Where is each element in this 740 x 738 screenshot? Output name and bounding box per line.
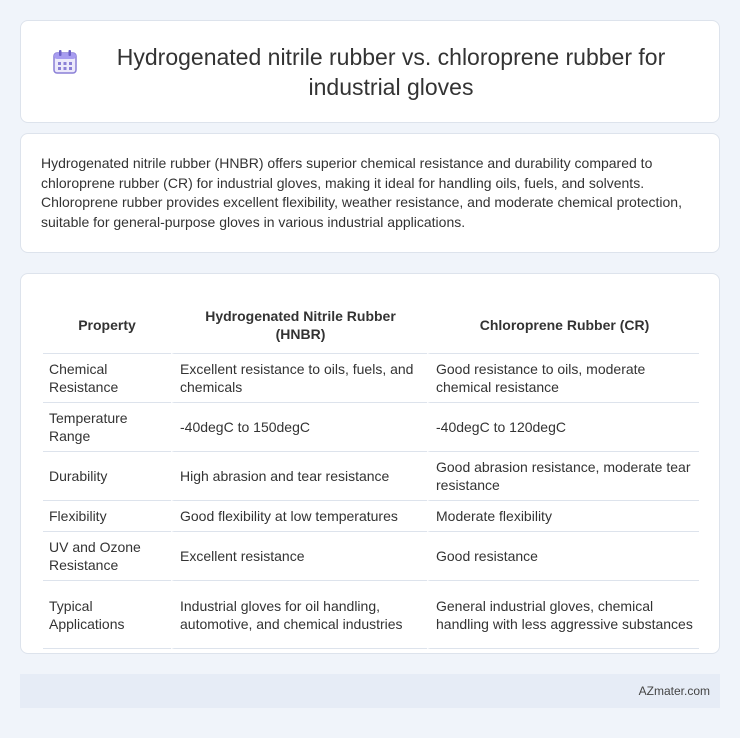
- cell-hnbr: Good flexibility at low temperatures: [171, 501, 427, 532]
- cell-property: Durability: [43, 452, 171, 501]
- title-card: [20, 20, 720, 123]
- table-header-row: [43, 294, 699, 354]
- table-row: [43, 501, 699, 532]
- footer: [20, 674, 720, 708]
- table-row: [43, 354, 699, 403]
- cell-cr: Good resistance to oils, moderate chemical resistance: [427, 354, 699, 403]
- cell-hnbr: -40degC to 150degC: [171, 403, 427, 452]
- comparison-table-card: [20, 273, 720, 654]
- cell-hnbr: Excellent resistance to oils, fuels, and chemicals: [171, 354, 427, 403]
- cell-cr: Good resistance: [427, 532, 699, 581]
- title-wrap: [51, 42, 689, 102]
- cell-hnbr: Industrial gloves for oil handling, automotive, and chemical industries: [171, 581, 427, 649]
- cell-property: UV and Ozone Resistance: [43, 532, 171, 581]
- cell-property: Chemical Resistance: [43, 354, 171, 403]
- cell-cr: Good abrasion resistance, moderate tear resistance: [427, 452, 699, 501]
- comparison-table: [43, 294, 699, 649]
- summary-card: [20, 133, 720, 253]
- table-row: [43, 532, 699, 581]
- table-row: [43, 452, 699, 501]
- header-property: Property: [43, 294, 171, 354]
- header-hnbr: Hydrogenated Nitrile Rubber (HNBR): [171, 294, 427, 354]
- cell-property: Temperature Range: [43, 403, 171, 452]
- cell-property: Typical Applications: [43, 581, 171, 649]
- cell-cr: -40degC to 120degC: [427, 403, 699, 452]
- cell-hnbr: High abrasion and tear resistance: [171, 452, 427, 501]
- footer-brand[interactable]: AZmater.com: [638, 684, 710, 698]
- cell-cr: General industrial gloves, chemical handling with less aggressive substances: [427, 581, 699, 649]
- page-title: Hydrogenated nitrile rubber vs. chloroprene rubber for industrial gloves: [116, 43, 666, 100]
- calendar-icon: [51, 48, 79, 76]
- cell-hnbr: Excellent resistance: [171, 532, 427, 581]
- table-row: [43, 581, 699, 649]
- cell-cr: Moderate flexibility: [427, 501, 699, 532]
- table-row: [43, 403, 699, 452]
- header-cr: Chloroprene Rubber (CR): [427, 294, 699, 354]
- cell-property: Flexibility: [43, 501, 171, 532]
- summary-text: Hydrogenated nitrile rubber (HNBR) offers superior chemical resistance and durability compared to chloroprene rubber (CR) for industrial gloves, making it ideal for handling oils, fuels, and solvents. Chloroprene rubber provides excellent flexibility, weather resistance, and moderate chemical protection, suitable for general-purpose gloves in various industrial applications.: [41, 155, 682, 230]
